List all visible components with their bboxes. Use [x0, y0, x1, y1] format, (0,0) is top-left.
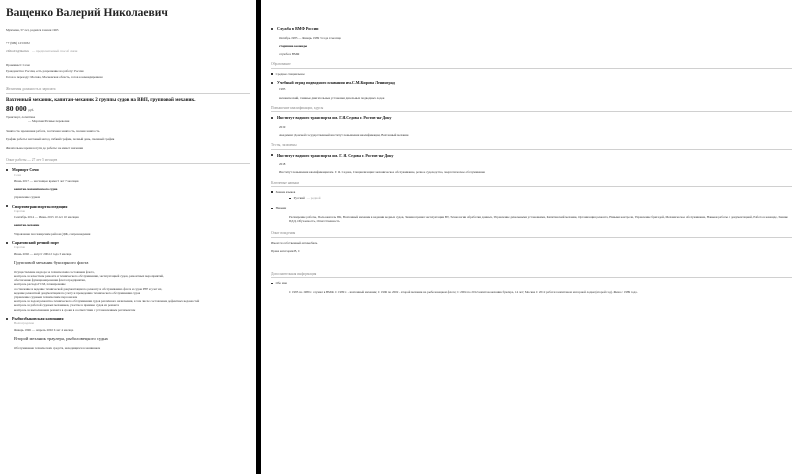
job-company: Саратовский речной порт — [6, 240, 250, 246]
job-period: Июнь 2017 — настоящее время 5 лет 7 месяцев — [14, 178, 79, 183]
own-car: Имеется собственный автомобиль — [271, 240, 318, 245]
job-desc-line: ведение ремонтной документации по учету и проведению технического обслуживания судов — [14, 290, 141, 295]
course-year: 2019 — [279, 124, 286, 129]
about-label: Обо мне — [275, 281, 288, 286]
desired-position: Вахтенный механик, капитан-механик 2 группы судов на ВВП, групповой механик. — [6, 97, 196, 103]
about-text: С 1985 по 1989 г. служил в ВМФ. С 1989 г. - вахтенный механик; С 1996 по 2002 - второй механик на рыболовецком флоте; С 2004 по 2012 капитан-механик буксира, 14 лет; Москва С 2012 работал капитаном моторной лодки (второй год). Жена с 1989 года. — [289, 289, 638, 294]
job-period: Сентябрь 2014 — Июнь 2015 10 лет 10 месяцев — [14, 215, 79, 220]
job-company: Служба в ВМФ России — [271, 26, 792, 32]
citizenship: Гражданство: Россия, есть разрешение на работу: Россия — [6, 68, 84, 73]
bullet-icon — [271, 154, 273, 156]
bullet-icon — [271, 283, 273, 285]
desired-salary — [6, 104, 250, 115]
education-year: 1985 — [279, 87, 286, 92]
job-company: Морпорт Сочи — [6, 167, 250, 173]
skills-label: Навыки — [275, 206, 287, 211]
section-driving: Опыт вождения — [271, 231, 792, 238]
job-desc-line: составление и ведение технической документации по ремонту и обслуживанию флота и судов РРР и учет их, — [14, 286, 163, 291]
salary-currency: руб. — [28, 107, 35, 112]
languages-label: Знание языков — [275, 190, 296, 195]
section-tests: Тесты, экзамены — [271, 143, 792, 150]
section-desired-position: Желаемая должность и зарплата — [6, 87, 250, 94]
job-role: Второй механик траулера, рыболовецкого судна — [14, 335, 108, 341]
skills-text: Расширение работы, Пользователь ПК, Вахтенный механик в ведении водных судов, Знания правил эксплуатации ВТ, Технологии обработки данных, Управление дизельными установками, Капитанский механик, Организация ремонта, Навыки контроля, Управление бригадой, Механическое обслуживание, Навыки работы с документацией, Работа в команде, Знание ПДД, Обучаемость, Ответственность — [289, 214, 788, 223]
bullet-icon — [271, 28, 273, 30]
job-role: старшина команды — [279, 43, 308, 48]
resume-page-left — [0, 0, 256, 474]
section-additional: Дополнительная информация — [271, 272, 792, 279]
bullet-icon — [271, 191, 273, 193]
city: Проживает: Сочи — [6, 62, 30, 67]
employment: Занятость: временная работа, частичная занятость, полная занятость — [6, 129, 100, 134]
bullet-icon — [6, 242, 8, 244]
job-role: капитан-механик — [14, 223, 40, 228]
email-note: — предпочитаемый способ связи — [32, 49, 78, 54]
job-desc-line: обеспечение функционирования флота предприятия, — [14, 278, 86, 283]
bullet-icon — [6, 318, 8, 320]
job-desc-line: контроль за выполнением ремонта в сроки в соответствии с установленным регламентом — [14, 307, 136, 312]
bullet-icon — [271, 73, 273, 75]
job-desc-line: контроль за работой судовых механиков, участие в приемке судов из ремонта — [14, 303, 120, 308]
job-company: Спортивтранспортэкспедиция — [6, 204, 250, 210]
job-desc: Управление пассажирским рейсом (ДЖ, сопровождения — [14, 231, 91, 236]
education-desc: механический, главные двигательные установки дизельных подводных лодок — [279, 95, 385, 100]
email-link[interactable]: vlfdro01@mail.ru — [6, 49, 30, 54]
education-level: Среднее специальное — [275, 71, 305, 76]
bullet-icon — [271, 82, 273, 84]
bullet-icon — [6, 205, 8, 207]
travel-time: Желательное время в пути до работы: не имеет значения — [6, 145, 83, 150]
test-institution: Институт водного транспорта им. Г. Я. Седова г. Ростов-на-Дону — [271, 153, 792, 159]
job-role: капитан-маханического судна — [14, 187, 58, 192]
spec-item: — Морские/Речные перевозки — [28, 118, 70, 123]
section-education: Образование — [271, 62, 792, 69]
job-desc-line: контроль за качеством ремонта и технического обслуживания, эксплуатацией судов, ремонтных мероприятий, — [14, 273, 164, 278]
bullet-icon — [289, 198, 291, 200]
language-level: — родной — [306, 196, 321, 201]
course-institution: Институт водного транспорта им. Г.Я.Седова г. Ростов-на-Дону — [271, 115, 792, 121]
job-desc-line: контроль расхода ГСМ, планирование — [14, 282, 66, 287]
job-region: Саратов — [14, 245, 25, 250]
section-experience: Опыт работы — 27 лет 5 месяцев — [6, 158, 250, 165]
section-skills: Ключевые навыки — [271, 181, 792, 188]
job-role: Групповой механик буксирного флота — [14, 259, 89, 265]
job-period: Январь 1996 — Апрель 2002 6 лет 4 месяца — [14, 327, 74, 332]
salary-value: 80 000 — [6, 103, 27, 113]
section-courses: Повышение квалификации, курсы — [271, 106, 792, 113]
test-desc: Институт повышения квалификации им. Г. Я. Седова, Специализация: механическое обслуживание, речное судоходство, энергетическое обслуживание — [279, 170, 485, 175]
candidate-meta: Мужчина, 57 лет, родился 4 июля 1965 — [6, 28, 59, 32]
job-period: Июнь 2002 — август 2004 2 года 3 месяца — [14, 251, 72, 256]
test-year: 2018 — [279, 162, 286, 167]
job-desc: служба в ВМФ — [279, 51, 300, 56]
bullet-icon — [271, 117, 273, 119]
job-region: Волгоградская — [14, 321, 34, 326]
job-region: Саратов — [14, 209, 25, 214]
job-desc-line: Осуществление надзора за техническим состоянием флота, — [14, 269, 95, 274]
education-institution: Учебный отряд подводного плавания им.С.М.Кирова Ленинград — [271, 80, 792, 86]
spec-field: Транспорт, логистика — [6, 114, 36, 119]
bullet-icon — [271, 208, 273, 210]
license-category: Права категории B, C — [271, 248, 301, 253]
relocation: Готов к переезду: Москва, Московская область, готов к командировкам — [6, 75, 103, 80]
bullet-icon — [6, 169, 8, 171]
course-desc: Академия: Донской государственный институт повышения квалификации, Вахтенный механик — [279, 132, 409, 137]
phone: +7 (999) 123 0032 — [6, 41, 30, 46]
job-desc: Обслуживание технических средств, находящихся в машинном — [14, 345, 101, 350]
job-desc-line: контроль за ходом ремонтно-технического обслуживания судов различного назначения, в том числе составление дефектных ведомостей — [14, 299, 200, 304]
job-period: Октябрь 1985 — Январь 1989 3 года 4 месяца — [279, 35, 341, 40]
candidate-name: Ващенко Валерий Николаевич — [6, 7, 168, 19]
language-value: Русский — [293, 196, 305, 201]
job-desc-line: управление судовым техническим персоналом — [14, 294, 78, 299]
schedule: График работы: вахтовый метод, гибкий график, полный день, сменный график — [6, 137, 115, 142]
resume-page-right — [261, 0, 800, 474]
job-region: Сочи — [14, 172, 21, 177]
job-company: Рыбхозбыковская компания — [6, 316, 250, 322]
job-desc: управление судном — [14, 195, 41, 200]
